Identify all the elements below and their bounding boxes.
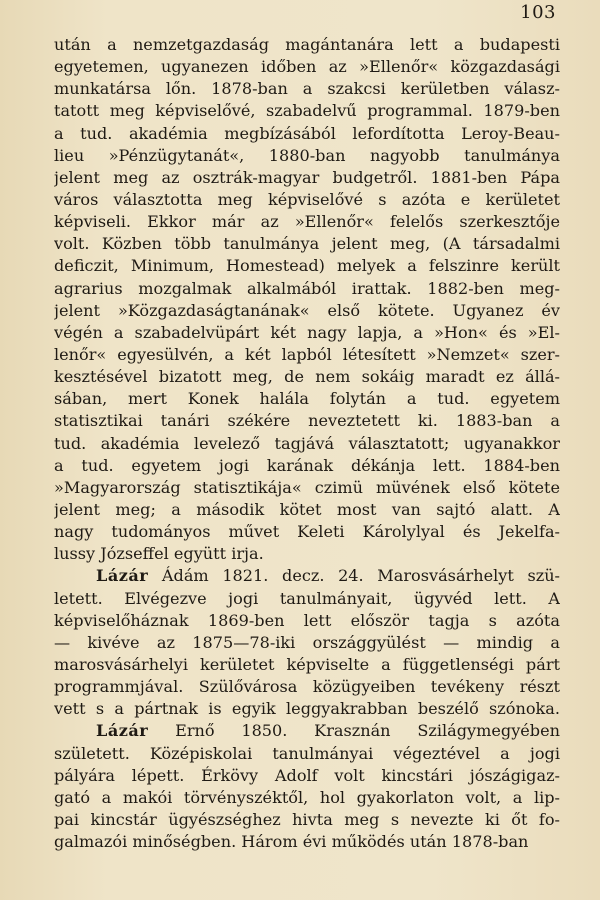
text-line: után a nemzetgazdaság magántanára lett a budapesti bbox=[54, 35, 560, 54]
text-line: nagy tudományos művet Keleti Károlylyal és Jekelfa- bbox=[54, 522, 560, 542]
text-line: jelent meg az osztrák-magyar budgetről. 1881-ben Pápa bbox=[54, 167, 560, 187]
text-line: galmazói minőségben. Három évi működés után 1878-ban bbox=[54, 832, 529, 852]
text-line: a tud. akadémia megbízásából lefordította Leroy-Beau- bbox=[54, 123, 560, 143]
text-line: »Magyarország statisztikája« czimü müvének első kötete bbox=[54, 477, 560, 497]
text-line: tud. akadémia levelező tagjává választatott; ugyanakkor bbox=[54, 433, 560, 453]
text-line: tatott meg képviselővé, szabadelvű programmal. 1879-ben bbox=[54, 101, 560, 121]
text-line: pályára lépett. Érkövy Adolf volt kincstári jószágigaz- bbox=[54, 765, 560, 785]
entry-name: Lázár bbox=[96, 721, 149, 741]
text-line: sában, mert Konek halála folytán a tud. egyetem bbox=[54, 389, 560, 409]
text-line: város választotta meg képviselővé s azóta e kerületet bbox=[54, 189, 560, 209]
text-line: lussy Józseffel együtt irja. bbox=[54, 544, 264, 564]
text-line: lieu »Pénzügytanát«, 1880-ban nagyobb tanulmánya bbox=[54, 145, 560, 165]
text-line: — kivéve az 1875—78-iki országgyülést — mindig a bbox=[54, 632, 560, 652]
text-line bbox=[54, 565, 560, 587]
body-text bbox=[54, 34, 560, 853]
text-line: deficzit, Minimum, Homestead) melyek a felszinre került bbox=[54, 256, 560, 276]
text-line: marosvásárhelyi kerületet képviselte a függetlenségi párt bbox=[54, 654, 560, 674]
text-line: lenőr« egyesülvén, a két lapból létesített »Nemzet« szer- bbox=[54, 344, 560, 364]
text-line: programmjával. Szülővárosa közügyeiben tevékeny részt bbox=[54, 677, 560, 697]
text-line: pai kincstár ügyészséghez hivta meg s nevezte ki őt fo- bbox=[54, 809, 560, 829]
text-line bbox=[54, 720, 560, 742]
text-line: képviselőháznak 1869-ben lett először tagja s azóta bbox=[54, 610, 560, 630]
text-line: vett s a pártnak is egyik leggyakrabban beszélő szónoka. bbox=[54, 699, 560, 719]
entry-name: Lázár bbox=[96, 566, 149, 586]
text-line: gató a makói törvényszéktől, hol gyakorlaton volt, a lip- bbox=[54, 787, 560, 807]
text-line: letett. Elvégezve jogi tanulmányait, ügyvéd lett. A bbox=[54, 588, 560, 608]
text-line: jelent »Közgazdaságtanának« első kötete. Ugyanez év bbox=[54, 300, 560, 320]
entry-text: Ernő 1850. Krasznán Szilágymegyében bbox=[148, 721, 560, 741]
text-line: agrarius mozgalmak alkalmából irattak. 1882-ben meg- bbox=[54, 278, 560, 298]
text-line: a tud. egyetem jogi karának dékánja lett. 1884-ben bbox=[54, 455, 560, 475]
text-line: statisztikai tanári székére neveztetett ki. 1883-ban a bbox=[54, 411, 560, 431]
text-line: egyetemen, ugyanezen időben az »Ellenőr« közgazdasági bbox=[54, 57, 560, 77]
text-line: kesztésével bizatott meg, de nem sokáig maradt ez állá- bbox=[54, 367, 560, 387]
text-line: képviseli. Ekkor már az »Ellenőr« felelős szerkesztője bbox=[54, 212, 560, 232]
page-number: 103 bbox=[520, 2, 556, 23]
text-line: volt. Közben több tanulmánya jelent meg, (A társadalmi bbox=[54, 234, 560, 254]
text-line: született. Középiskolai tanulmányai végeztével a jogi bbox=[54, 743, 560, 763]
text-line: jelent meg; a második kötet most van sajtó alatt. A bbox=[54, 499, 560, 519]
text-line: végén a szabadelvüpárt két nagy lapja, a »Hon« és »El- bbox=[54, 322, 560, 342]
text-line: munkatársa lőn. 1878-ban a szakcsi kerületben válasz- bbox=[54, 79, 560, 99]
entry-text: Ádám 1821. decz. 24. Marosvásárhelyt szü- bbox=[148, 566, 560, 586]
